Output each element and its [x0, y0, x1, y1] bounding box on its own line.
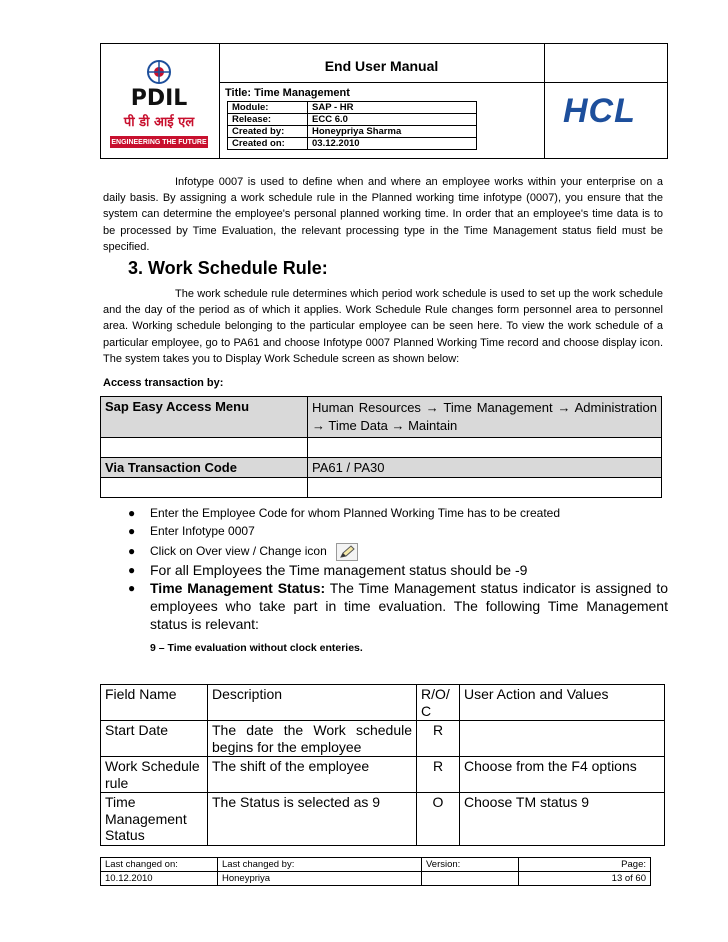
- meta-key: Release:: [228, 114, 308, 126]
- meta-row: [228, 138, 477, 150]
- header-middle: [219, 44, 545, 158]
- header-right: [544, 44, 667, 158]
- list-item: [128, 505, 668, 522]
- list-item: [128, 543, 668, 561]
- blank-cell: [101, 438, 308, 458]
- meta-row: [228, 102, 477, 114]
- access-row-blank: [101, 478, 662, 498]
- list-item: [128, 579, 668, 633]
- list-item-text: Click on Over view / Change icon: [150, 544, 327, 559]
- pdil-logo-text: PDIL: [130, 86, 188, 111]
- footer-value: [422, 872, 519, 886]
- cell-roc: O: [417, 793, 460, 846]
- cell-action: Choose TM status 9: [460, 793, 665, 846]
- work-schedule-paragraph: The work schedule rule determines which period work schedule is used to set up the work schedule and the day of the period as of which it applies. Work Schedule Rule changes form personnel area to personnel area. Working schedule belonging to the particular employee can be seen here. To view the work schedule of a particular employee, go to PA61 and choose Infotype 0007 Planned Working Time record and choose display icon. The system takes you to Display Work Schedule screen as shown below:: [103, 288, 663, 365]
- pdil-tagline: ENGINEERING THE FUTURE: [111, 139, 207, 146]
- section-heading: 3. Work Schedule Rule:: [128, 258, 328, 278]
- meta-key: Created by:: [228, 126, 308, 138]
- list-item-bold: Time Management Status:: [150, 580, 326, 596]
- footer-label: Page:: [519, 858, 651, 872]
- table-header-row: [101, 685, 665, 721]
- access-row-menu: [101, 397, 662, 438]
- instruction-list: [128, 505, 668, 633]
- footer-value: 10.12.2010: [101, 872, 218, 886]
- table-row: [101, 757, 665, 793]
- menu-path: Human Resources → Time Management → Administration → Time Data → Maintain: [308, 397, 662, 438]
- list-item-text: The Time Management status indicator is assigned to employees who take part in time evaluation. The following Time Management status is relevant:: [150, 580, 668, 632]
- intro-paragraph: Infotype 0007 is used to define when and where an employee works within your enterprise on a daily basis. By assigning a work schedule rule in the Planned working time infotype (0007), you ensure that the system can determine the employee's personal planned working time. In order that an employee's time data is to be processed by Time Evaluation, the relevant processing type in the Time Management status field must be specified.: [103, 176, 663, 253]
- footer-label: Last changed on:: [101, 858, 218, 872]
- footer-value-row: [101, 872, 651, 886]
- bullet-icon: ●: [128, 563, 136, 577]
- pdil-hindi-text: पी डी आई एल: [123, 115, 195, 130]
- column-header: Field Name: [101, 685, 208, 721]
- meta-value: ECC 6.0: [308, 114, 477, 126]
- meta-row: [228, 114, 477, 126]
- column-header: R/O/C: [417, 685, 460, 721]
- document-header: [100, 43, 668, 159]
- column-header: Description: [208, 685, 417, 721]
- cell-action: Choose from the F4 options: [460, 757, 665, 793]
- bullet-icon: ●: [128, 506, 136, 520]
- footer-label: Version:: [422, 858, 519, 872]
- cell-description: The Status is selected as 9: [208, 793, 417, 846]
- table-row: [101, 721, 665, 757]
- document-title: End User Manual: [324, 58, 439, 74]
- cell-roc: R: [417, 721, 460, 757]
- meta-key: Created on:: [228, 138, 308, 150]
- tcode-value: PA61 / PA30: [308, 458, 662, 478]
- blank-cell: [308, 478, 662, 498]
- page-footer: [100, 857, 651, 886]
- access-row-blank: [101, 438, 662, 458]
- header-divider: [544, 82, 667, 83]
- blank-cell: [308, 438, 662, 458]
- cell-field: Time Management Status: [101, 793, 208, 846]
- access-table: [100, 396, 662, 498]
- menu-label: Sap Easy Access Menu: [101, 397, 308, 438]
- bullet-icon: ●: [128, 581, 136, 595]
- tcode-label: Via Transaction Code: [101, 458, 308, 478]
- meta-value: Honeypriya Sharma: [308, 126, 477, 138]
- meta-key: Module:: [228, 102, 308, 114]
- footer-label-row: [101, 858, 651, 872]
- cell-field: Work Schedule rule: [101, 757, 208, 793]
- meta-row: [228, 126, 477, 138]
- header-meta-table: [227, 101, 477, 150]
- column-header: User Action and Values: [460, 685, 665, 721]
- page-number: 13 of 60: [519, 872, 651, 886]
- access-row-tcode: [101, 458, 662, 478]
- document-subtitle: Title: Time Management: [225, 87, 350, 99]
- cell-roc: R: [417, 757, 460, 793]
- cell-description: The shift of the employee: [208, 757, 417, 793]
- footer-label: Last changed by:: [218, 858, 422, 872]
- field-table: [100, 684, 665, 846]
- cell-description: The date the Work schedule begins for the employee: [208, 721, 417, 757]
- list-item: [128, 523, 668, 540]
- meta-value: SAP - HR: [308, 102, 477, 114]
- pdil-logo-cell: [101, 44, 220, 158]
- list-item-text: Enter Infotype 0007: [150, 524, 255, 538]
- hcl-logo: HCL: [563, 92, 636, 130]
- blank-cell: [101, 478, 308, 498]
- cell-field: Start Date: [101, 721, 208, 757]
- list-item-text: For all Employees the Time management status should be -9: [150, 562, 528, 578]
- cell-action: [460, 721, 665, 757]
- list-item: [128, 561, 668, 579]
- bullet-icon: ●: [128, 544, 136, 558]
- status-note: 9 – Time evaluation without clock enteries.: [150, 642, 363, 654]
- meta-value: 03.12.2010: [308, 138, 477, 150]
- header-divider: [219, 82, 544, 83]
- pencil-icon: [336, 543, 358, 561]
- access-label: Access transaction by:: [103, 377, 224, 389]
- list-item-text: Enter the Employee Code for whom Planned Working Time has to be created: [150, 506, 560, 520]
- bullet-icon: ●: [128, 524, 136, 538]
- table-row: [101, 793, 665, 846]
- footer-value: Honeypriya: [218, 872, 422, 886]
